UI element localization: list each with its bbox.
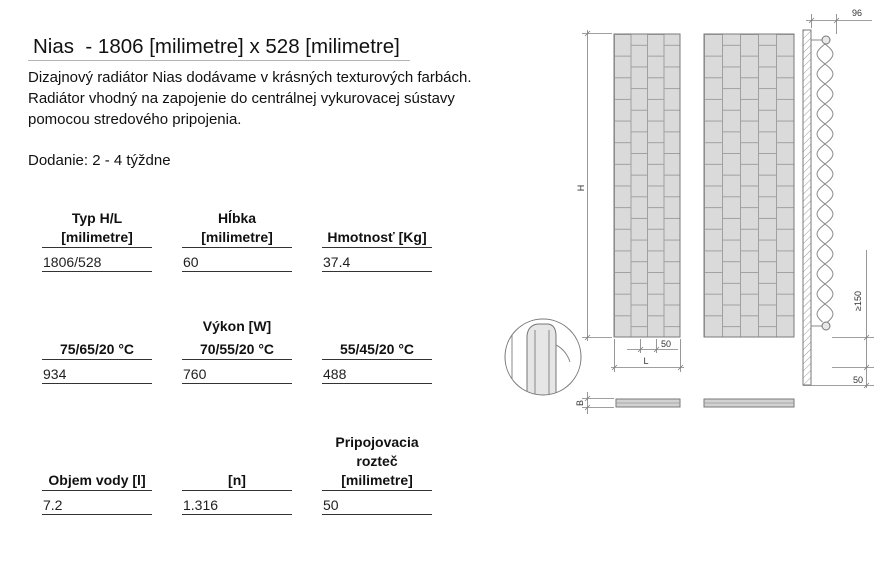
spec-header <box>182 340 292 360</box>
spec-value-water-volume: 7.2 <box>42 491 152 515</box>
spec-header-line: Hĺbka <box>217 210 257 226</box>
radiator-technical-drawing <box>495 0 889 430</box>
top-view-narrow <box>616 399 680 407</box>
wall-distance-label: 96 <box>852 8 863 18</box>
depth-label: B <box>575 399 585 407</box>
detail-radiator-profile <box>527 324 556 400</box>
spec-header-line: 55/45/20 °C <box>339 341 415 357</box>
spec-column-depth <box>182 209 292 272</box>
floor-clearance-dimension <box>803 250 874 388</box>
wall-distance-dimension <box>806 14 872 34</box>
spec-header-line: Pripojovacia <box>335 434 419 450</box>
description-line: pomocou stredového pripojenia. <box>28 111 242 128</box>
spec-header-line: Typ H/L <box>71 210 123 226</box>
description-line: Dizajnový radiátor Nias dodávame v krásných texturových farbách. <box>28 69 472 86</box>
connection-detail <box>505 318 581 400</box>
spec-column-water-volume <box>42 433 152 515</box>
spec-column-weight <box>322 209 432 272</box>
spec-value-type: 1806/528 <box>42 248 152 272</box>
side-view-wall <box>803 30 811 385</box>
spec-value-weight: 37.4 <box>322 248 432 272</box>
spec-table-output <box>42 340 432 384</box>
spec-header-line: rozteč <box>356 453 398 469</box>
spec-header <box>182 433 292 491</box>
spec-header-line: 70/55/20 °C <box>199 341 275 357</box>
bottom-offset-label: 50 <box>853 375 864 385</box>
front-view-panel-wide <box>704 34 794 337</box>
spec-value-output-75: 934 <box>42 360 152 384</box>
front-view-panel-narrow <box>614 34 680 337</box>
top-view-wide <box>704 399 794 407</box>
side-view-radiator <box>811 36 833 330</box>
height-dimension <box>582 30 612 341</box>
spec-header <box>42 340 152 360</box>
spec-column-type <box>42 209 152 272</box>
spec-value-depth: 60 <box>182 248 292 272</box>
spec-header-line: [milimetre] <box>341 472 413 488</box>
height-label: H <box>576 184 586 192</box>
spec-header-line: [milimetre] <box>61 229 133 245</box>
description-line: Radiátor vhodný na zapojenie do centrálnej vykurovacej sústavy <box>28 90 455 107</box>
spec-header-line: [n] <box>228 472 246 488</box>
spec-column-exponent <box>182 433 292 515</box>
depth-dimension <box>582 392 614 414</box>
spec-header <box>322 433 432 491</box>
floor-clearance-label: ≥150 <box>853 291 863 311</box>
spec-header <box>322 209 432 248</box>
spec-header-line: [milimetre] <box>201 229 273 245</box>
spec-header-line: 75/65/20 °C <box>59 341 135 357</box>
output-caption: Výkon [W] <box>202 318 272 334</box>
product-title: Nias - 1806 [milimetre] x 528 [milimetre] <box>28 35 410 61</box>
radiator-profile-wave <box>817 44 833 322</box>
spec-column-output-75 <box>42 340 152 384</box>
spec-header-line: Hmotnosť [Kg] <box>327 229 427 245</box>
spec-table-other <box>42 433 432 515</box>
delivery-time: Dodanie: 2 - 4 týždne <box>28 152 171 169</box>
tile-pitch-label: 50 <box>661 339 672 349</box>
product-description <box>28 67 472 130</box>
top-bracket <box>822 36 830 44</box>
bottom-bracket <box>822 322 830 330</box>
spec-column-output-55 <box>322 340 432 384</box>
spec-header <box>322 340 432 360</box>
length-label: L <box>643 356 649 366</box>
detail-pipe <box>556 345 570 362</box>
spec-column-output-70 <box>182 340 292 384</box>
spec-value-output-70: 760 <box>182 360 292 384</box>
spec-header <box>42 209 152 248</box>
radiator-profile-wave <box>817 44 833 322</box>
spec-value-connection-spacing: 50 <box>322 491 432 515</box>
spec-header <box>182 209 292 248</box>
spec-value-exponent: 1.316 <box>182 491 292 515</box>
spec-header-line: Objem vody [l] <box>48 472 146 488</box>
spec-header <box>42 433 152 491</box>
spec-table-dimensions <box>42 209 432 272</box>
spec-column-connection-spacing <box>322 433 432 515</box>
spec-value-output-55: 488 <box>322 360 432 384</box>
